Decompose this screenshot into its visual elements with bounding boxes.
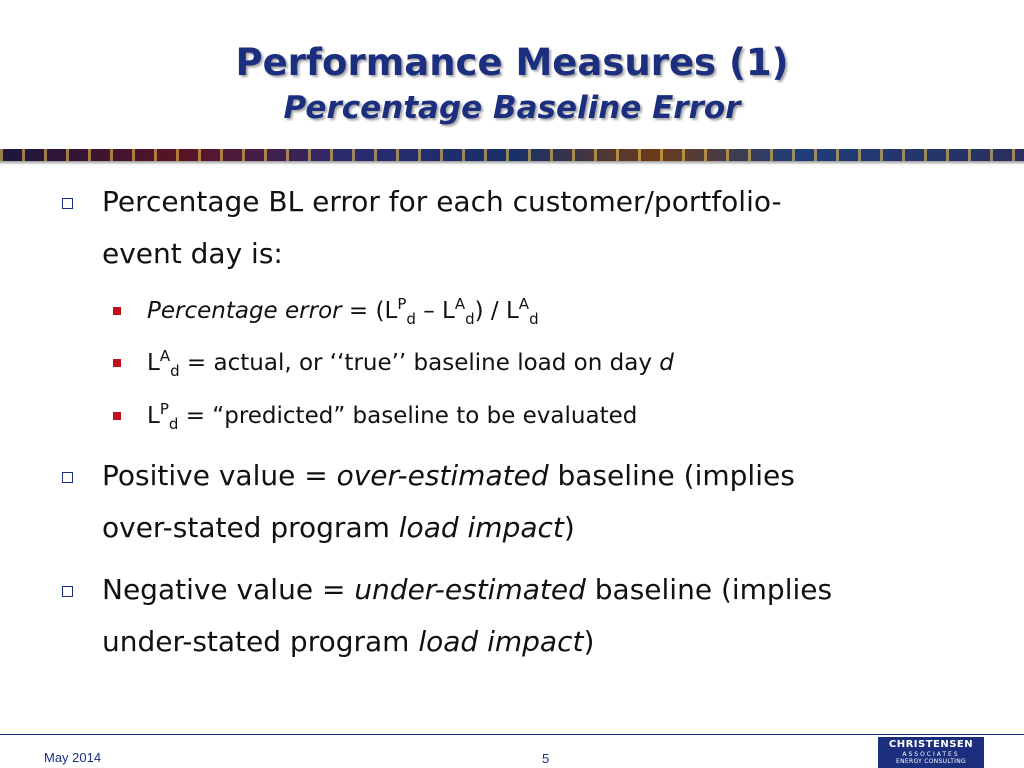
logo-line-1: CHRISTENSEN bbox=[888, 739, 974, 750]
bullet-positive-value bbox=[62, 450, 942, 554]
text-part: Positive value = bbox=[102, 459, 337, 492]
hollow-square-icon bbox=[62, 586, 73, 597]
text-part: ) bbox=[563, 511, 575, 544]
formula-sup: P bbox=[397, 295, 407, 313]
bullet-negative-value bbox=[62, 564, 942, 668]
formula-sup: A bbox=[518, 295, 530, 313]
text-part: baseline (implies bbox=[548, 459, 795, 492]
slide-subtitle: Percentage Baseline Error bbox=[283, 90, 741, 126]
page-number: 5 bbox=[542, 751, 550, 766]
hollow-square-icon bbox=[62, 472, 73, 483]
symbol-sup: A bbox=[159, 347, 171, 365]
symbol-sub: d bbox=[168, 415, 179, 433]
emphasis: under-estimated bbox=[354, 573, 586, 606]
formula-part: ) / L bbox=[474, 298, 519, 324]
symbol-sub: d bbox=[170, 362, 180, 380]
logo-line-3: ENERGY CONSULTING bbox=[896, 758, 966, 765]
text-part: Negative value = bbox=[102, 573, 355, 606]
slide-title: Performance Measures (1) bbox=[235, 41, 789, 84]
footer-date: May 2014 bbox=[44, 750, 102, 765]
symbol-l: L bbox=[147, 350, 160, 376]
definition-body: = actual, or ‘‘true’’ baseline load on day bbox=[179, 350, 660, 376]
text-part: ) bbox=[583, 625, 595, 658]
christensen-associates-logo bbox=[878, 737, 984, 768]
formula-sub: d bbox=[465, 310, 475, 328]
filled-square-icon bbox=[113, 307, 121, 315]
definition-text bbox=[147, 348, 674, 378]
symbol-sup: P bbox=[159, 400, 169, 418]
formula-sup: A bbox=[454, 295, 466, 313]
definition-italic: d bbox=[659, 350, 674, 376]
formula-sub: d bbox=[406, 310, 416, 328]
sub-bullet-actual-baseline bbox=[113, 348, 674, 378]
definition-body: = “predicted” baseline to be evaluated bbox=[178, 403, 638, 429]
formula-text bbox=[147, 296, 539, 326]
filled-square-icon bbox=[113, 359, 121, 367]
bullet-percentage-bl-error bbox=[62, 176, 942, 280]
filled-square-icon bbox=[113, 412, 121, 420]
bullet-text bbox=[102, 564, 942, 668]
sub-bullet-percentage-error-formula bbox=[113, 296, 539, 326]
emphasis: over-estimated bbox=[336, 459, 549, 492]
emphasis: load impact bbox=[398, 511, 564, 544]
text-part: under-stated program bbox=[102, 625, 419, 658]
formula-label: Percentage error bbox=[147, 298, 342, 324]
sub-bullet-predicted-baseline bbox=[113, 401, 637, 431]
bullet-line-2: event day is: bbox=[102, 237, 283, 270]
logo-line-2: ASSOCIATES bbox=[902, 751, 960, 758]
bullet-line-1: Percentage BL error for each customer/portfolio- bbox=[102, 185, 782, 218]
text-part: baseline (implies bbox=[585, 573, 833, 606]
bullet-text bbox=[102, 176, 942, 280]
symbol-l: L bbox=[147, 403, 160, 429]
footer-divider bbox=[0, 734, 1024, 735]
hollow-square-icon bbox=[62, 198, 73, 209]
formula-sub: d bbox=[529, 310, 539, 328]
formula-part: – L bbox=[415, 298, 455, 324]
emphasis: load impact bbox=[418, 625, 584, 658]
formula-part: = (L bbox=[341, 298, 398, 324]
definition-text bbox=[147, 401, 637, 431]
bullet-text bbox=[102, 450, 942, 554]
text-part: over-stated program bbox=[102, 511, 399, 544]
